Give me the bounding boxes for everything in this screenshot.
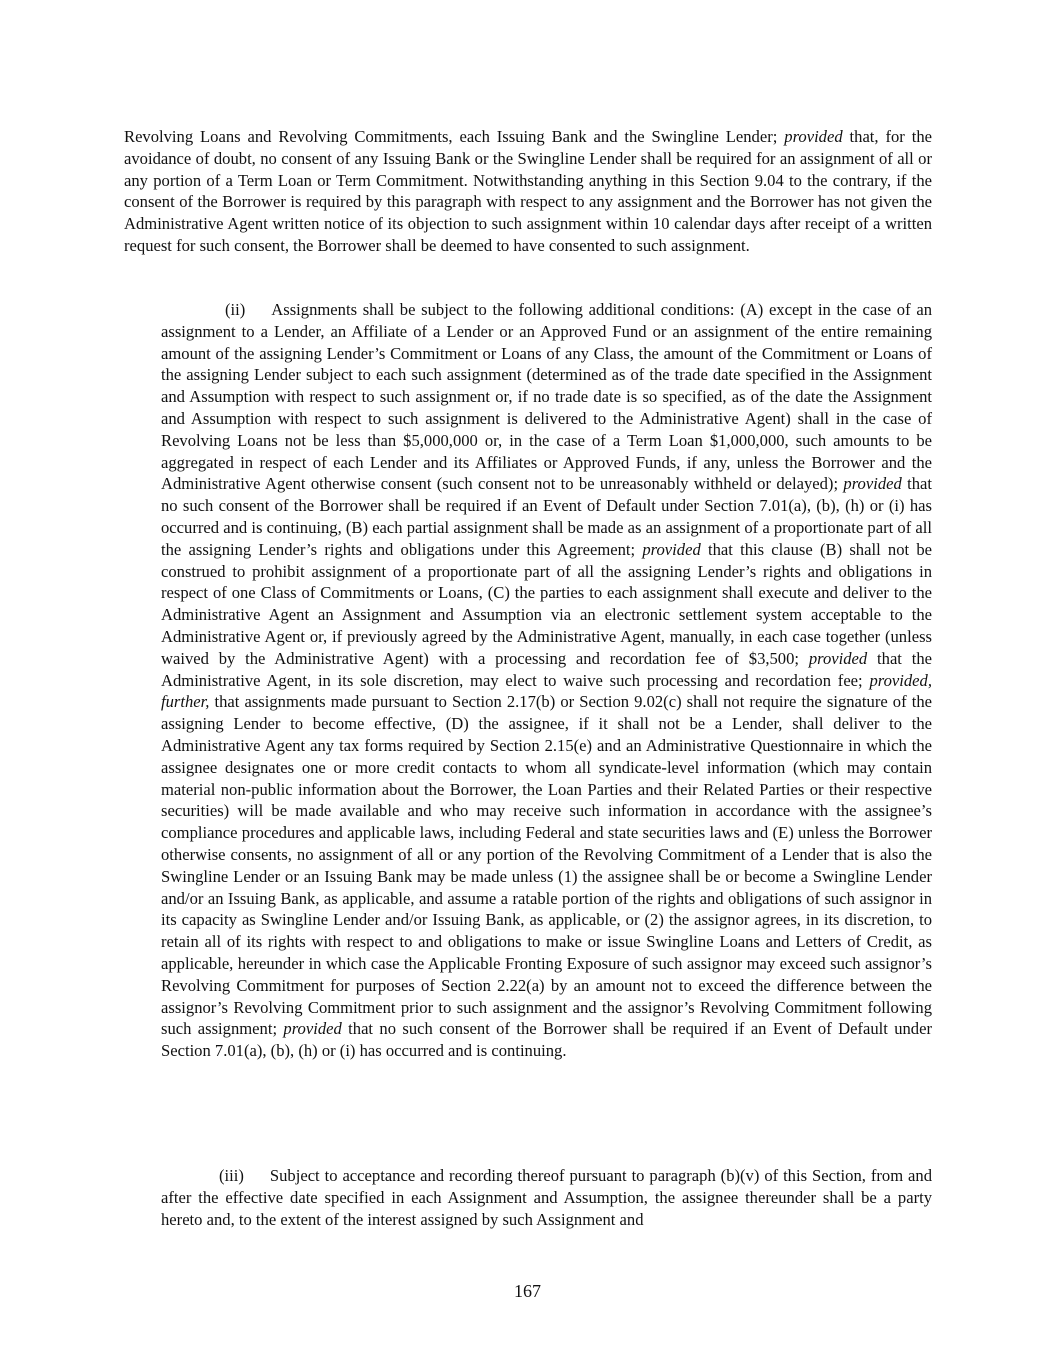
paragraph-ii-text-6: that no such consent of the Borrower shall be required if an Event of Default under Section 7.01(a), (b), (h) or (i) has occurred and is continuing. <box>161 1019 932 1061</box>
provided-italic: provided <box>642 539 701 559</box>
page-number: 167 <box>514 1281 541 1301</box>
paragraph-1-text-2: that, for the avoidance of doubt, no consent of any Issuing Bank or the Swingline Lender shall be required for an assignment of all or any portion of a Term Loan or Term Commitment. Notwithstanding anything in this Section 9.04 to the contrary, if the consent of the Borrower is required by this paragraph with respect to any assignment and the Borrower has not given the Administrative Agent written notice of its objection to such assignment within 10 calendar days after receipt of a written request for such consent, the Borrower shall be deemed to have consented to such assignment. <box>124 127 932 255</box>
provided-italic: provided <box>843 474 902 494</box>
paragraph-ii-number: (ii) <box>225 300 246 319</box>
paragraph-ii <box>161 299 932 1062</box>
paragraph-1-text-1: Revolving Loans and Revolving Commitments, each Issuing Bank and the Swingline Lender; <box>124 127 785 146</box>
provided-italic: provided <box>283 1019 342 1039</box>
paragraph-ii-text-4: that the Administrative Agent, in its sole discretion, may elect to waive such processing and recordation fee; <box>161 648 933 690</box>
provided-further-italic: provided, further, <box>161 670 932 712</box>
paragraph-ii-text-3: that this clause (B) shall not be construed to prohibit assignment of a proportionate part of all the assigning Lender’s rights and obligations in respect of one Class of Commitments or Loans, (C) the parties to each assignment shall execute and deliver to the Administrative Agent an Assignment and Assumption via an electronic settlement system acceptable to the Administrative Agent or, if previously agreed by the Administrative Agent, manually, in each case together (unless waived by the Administrative Agent) with a processing and recordation fee of $3,500; <box>161 539 932 668</box>
paragraph-continuation <box>124 126 932 257</box>
provided-italic: provided <box>784 127 843 146</box>
paragraph-iii-number: (iii) <box>219 1166 244 1185</box>
paragraph-ii-text-2: that no such consent of the Borrower shall be required if an Event of Default under Section 7.01(a), (b), (h) or (i) has occurred and is continuing, (B) each partial assignment shall be made as an assignment of a proportionate part of all the assigning Lender’s rights and obligations under this Agreement; <box>161 474 933 559</box>
paragraph-ii-text-5: that assignments made pursuant to Section 2.17(b) or Section 9.02(c) shall not require the signature of the assigning Lender to become effective, (D) the assignee, if it shall not be a Lender, shall deliver to the Administrative Agent any tax forms required by Section 2.15(e) and an Administrative Questionnaire in which the assignee designates one or more credit contacts to whom all syndicate-level information (which may contain material non-public information about the Borrower, the Loan Parties and their Related Parties or their respective securities) will be made available and who may receive such information in accordance with the assignee’s compliance procedures and applicable laws, including Federal and state securities laws and (E) unless the Borrower otherwise consents, no assignment of all or any portion of the Revolving Commitment of a Lender that is also the Swingline Lender or an Issuing Bank may be made unless (1) the assignee shall be or become a Swingline Lender and/or an Issuing Bank, as applicable, and assume a ratable portion of the rights and obligations of such assignor in its capacity as Swingline Lender and/or Issuing Bank, as applicable, or (2) the assignor agrees, in its discretion, to retain all of its rights with respect to and obligations to make or issue Swingline Loans and Letters of Credit, as applicable, hereunder in which case the Applicable Fronting Exposure of such assignor may exceed such assignor’s Revolving Commitment for purposes of Section 2.22(a) by an amount not to exceed the difference between the assignor’s Revolving Commitment prior to such assignment and the assignor’s Revolving Commitment following such assignment; <box>161 692 932 1039</box>
paragraph-iii <box>161 1165 932 1230</box>
paragraph-iii-text-1: Subject to acceptance and recording thereof pursuant to paragraph (b)(v) of this Section, from and after the effective date specified in each Assignment and Assumption, the assignee thereunder shall be a party hereto and, to the extent of the interest assigned by such Assignment and <box>161 1166 932 1229</box>
paragraph-ii-text-1: Assignments shall be subject to the following additional conditions: (A) except in the case of an assignment to a Lender, an Affiliate of a Lender or an Approved Fund or an assignment of the entire remaining amount of the assigning Lender’s Commitment or Loans of any Class, the amount of the Commitment or Loans of the assigning Lender subject to each such assignment (determined as of the trade date specified in the Assignment and Assumption with respect to such assignment or, if no trade date is so specified, as of the date the Assignment and Assumption with respect to such assignment is delivered to the Administrative Agent) shall in the case of Revolving Loans not be less than $5,000,000 or, in the case of a Term Loan $1,000,000, such amounts to be aggregated in respect of each Lender and its Affiliates or Approved Funds, if any, unless the Borrower and the Administrative Agent otherwise consent (such consent not to be unreasonably withheld or delayed); <box>161 300 932 494</box>
provided-italic: provided <box>808 648 868 668</box>
